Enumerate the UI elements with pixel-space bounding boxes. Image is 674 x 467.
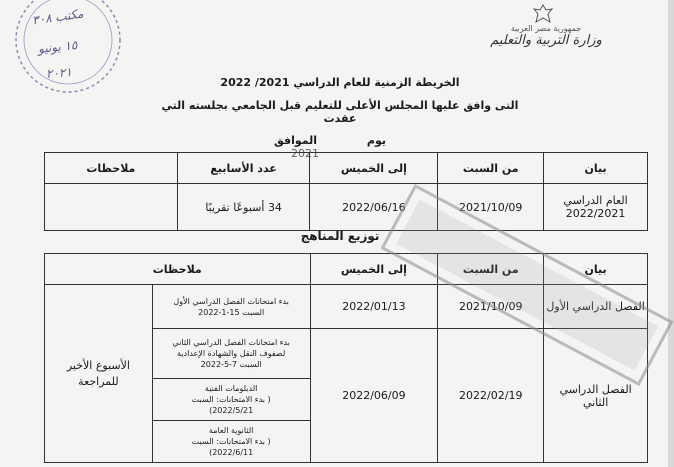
row-label-line2: 2022/2021 bbox=[565, 207, 626, 220]
eagle-emblem-icon bbox=[532, 4, 554, 24]
row-to: 2022/06/16 bbox=[310, 184, 438, 231]
header-to: إلى الخميس bbox=[310, 254, 438, 285]
year-fragment: 2021 bbox=[291, 147, 319, 160]
stamp-line-1: مكتب ٣٠٨ bbox=[31, 6, 85, 28]
header-statement: بيان bbox=[544, 153, 648, 184]
term1-label: الفصل الدراسي الأول bbox=[544, 285, 648, 329]
note-line: 2022/5/21) bbox=[209, 406, 254, 415]
term2-label: الفصل الدراسي الثاني bbox=[544, 329, 648, 463]
row-weeks: 34 أسبوعًا تقريبًا bbox=[177, 184, 310, 231]
general-secondary-note bbox=[152, 421, 310, 463]
technical-diplomas-note bbox=[152, 379, 310, 421]
header-weeks: عدد الأسابيع bbox=[177, 153, 310, 184]
document-subtitle: التى وافق عليها المجلس الأعلى للتعليم قبل الجامعي بجلسته التي عقدت bbox=[161, 99, 519, 125]
note-line: السبت 7-5-2022 bbox=[200, 360, 262, 369]
note-line: لصفوف النقل والشهادة الإعدادية bbox=[177, 349, 286, 358]
header-from: من السبت bbox=[438, 254, 544, 285]
note-line: ( بدء الامتحانات: السبت bbox=[191, 437, 271, 446]
page-edge bbox=[668, 0, 674, 467]
term2-exam-note bbox=[152, 329, 310, 379]
row-notes bbox=[45, 184, 178, 231]
ministry-name: وزارة التربية والتعليم bbox=[490, 33, 602, 48]
term2-from: 2022/02/19 bbox=[438, 329, 544, 463]
note-line: بدء امتحانات الفصل الدراسي الأول bbox=[173, 296, 289, 306]
term2-to: 2022/06/09 bbox=[310, 329, 438, 463]
header-from: من السبت bbox=[438, 153, 544, 184]
curriculum-distribution-title: توزيع المناهج bbox=[300, 229, 380, 243]
stamp-line-2: ١٥ يونيو bbox=[37, 37, 79, 57]
day-label: يوم bbox=[366, 134, 386, 147]
final-week-note bbox=[45, 285, 153, 463]
final-note-line1: الأسبوع الأخير bbox=[66, 358, 130, 372]
note-line: الثانوية العامة bbox=[208, 426, 254, 435]
header-notes: ملاحظات bbox=[45, 254, 311, 285]
agreement-label: الموافق bbox=[274, 134, 318, 147]
ministry-small-text: جمهورية مصر العربية bbox=[510, 24, 582, 33]
table-header-row bbox=[45, 153, 648, 184]
row-label-line1: العام الدراسي bbox=[563, 194, 628, 207]
final-note-line2: للمراجعة bbox=[78, 374, 119, 388]
header-statement: بيان bbox=[544, 254, 648, 285]
stamp-line-3: ٢٠٢١ bbox=[45, 65, 73, 81]
note-line: 2022/6/11) bbox=[209, 448, 254, 457]
term1-to: 2022/01/13 bbox=[310, 285, 438, 329]
header-notes: ملاحظات bbox=[45, 153, 178, 184]
document-title: الخريطة الزمنية للعام الدراسي 2021/ 2022 bbox=[220, 76, 460, 89]
term1-exam-note bbox=[152, 285, 310, 329]
header-to: إلى الخميس bbox=[310, 153, 438, 184]
note-line: ( بدء الامتحانات: السبت bbox=[191, 395, 271, 404]
note-line: الدبلومات الفنية bbox=[204, 384, 258, 393]
term1-from: 2021/10/09 bbox=[438, 285, 544, 329]
ministry-header bbox=[490, 24, 602, 48]
row-from: 2021/10/09 bbox=[438, 184, 544, 231]
note-line: بدء امتحانات الفصل الدراسي الثاني bbox=[172, 338, 290, 347]
note-line: السبت 15-1-2022 bbox=[198, 307, 265, 317]
